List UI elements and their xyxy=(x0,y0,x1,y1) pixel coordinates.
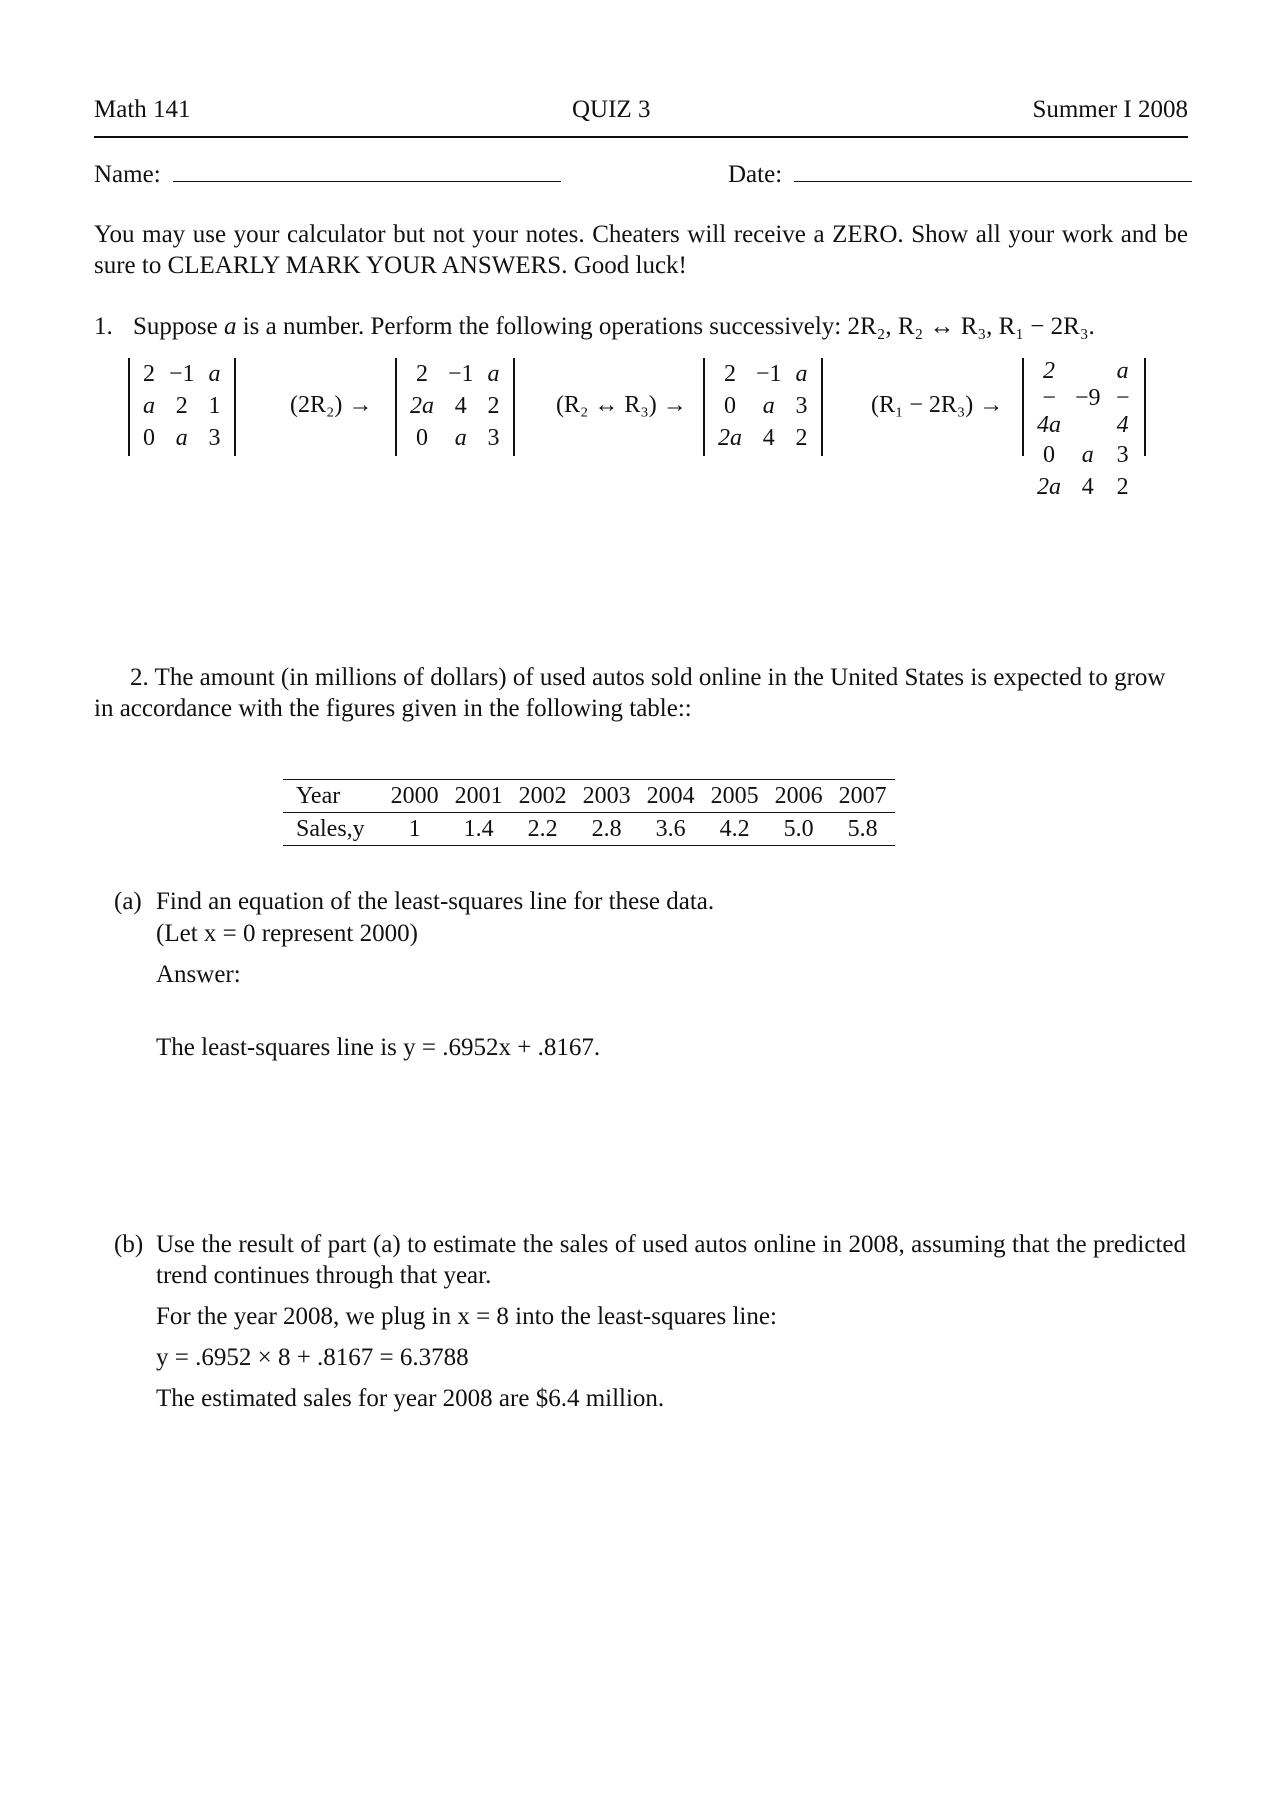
row-label-sales: Sales,y xyxy=(296,815,365,842)
part-a-question: Find an equation of the least-squares line for these data. xyxy=(156,888,715,915)
table-cell: 2007 xyxy=(831,780,895,813)
part-b-line-1: For the year 2008, we plug in x = 8 into the least-squares line: xyxy=(156,1303,777,1330)
table-cell: 1.4 xyxy=(463,815,494,842)
table-cell: 2005 xyxy=(703,780,767,813)
table-cell: 3.6 xyxy=(655,815,686,842)
part-a-answer: The least-squares line is y = .6952x + .8167. xyxy=(156,1034,601,1061)
operation-3: (R₁ − 2R₃) → xyxy=(871,392,1004,418)
matrix-1: 2 −1 a 2a 4 2 0 a 3 xyxy=(395,358,515,456)
operation-2: (R₂ ↔ R₃) → xyxy=(556,392,687,418)
operation-1: (2R₂) → xyxy=(290,392,373,418)
table-row xyxy=(283,780,895,813)
part-b-line-3: The estimated sales for year 2008 are $6.4 million. xyxy=(156,1385,665,1412)
table-cell: 2002 xyxy=(511,780,575,813)
question-1 xyxy=(94,313,1095,341)
table-row xyxy=(283,813,895,846)
q1-text-post: is a number. Perform the following operations successively: xyxy=(236,313,848,340)
table-cell: 2006 xyxy=(767,780,831,813)
table-cell: 2.2 xyxy=(527,815,558,842)
table-cell: 5.0 xyxy=(783,815,814,842)
matrix-3: 2 − 4a −9 a − 4 0 a 3 2a 4 2 xyxy=(1022,358,1146,456)
answer-label: Answer: xyxy=(156,961,241,988)
page-header xyxy=(94,96,1188,138)
course-label: Math 141 xyxy=(94,96,191,123)
question-2-text: 2. The amount (in millions of dollars) of used autos sold online in the United States is expected to grow in accordance with the figures given in the following table:: xyxy=(94,664,1166,722)
table-cell: 4.2 xyxy=(719,815,750,842)
name-field xyxy=(94,159,561,189)
date-field xyxy=(728,159,1192,189)
row-label-year: Year xyxy=(283,780,383,813)
table-cell: 2001 xyxy=(447,780,511,813)
instructions: You may use your calculator but not your notes. Cheaters will receive a ZERO. Show all your work and be sure to CLEARLY MARK YOUR ANSWERS. Good luck! xyxy=(94,221,1188,279)
table-cell: 1 xyxy=(408,815,421,842)
q1-text-pre: Suppose xyxy=(133,313,224,340)
term-label: Summer I 2008 xyxy=(1032,96,1188,123)
matrix-0: 2 −1 a a 2 1 0 a 3 xyxy=(128,358,236,456)
date-label: Date: xyxy=(728,161,783,188)
part-b-label: (b) xyxy=(114,1231,144,1258)
part-a-label: (a) xyxy=(114,888,142,915)
q1-number: 1. xyxy=(94,313,113,340)
table-cell: 2.8 xyxy=(591,815,622,842)
date-blank-line[interactable] xyxy=(794,159,1192,182)
q1-ops: 2R₂, R₂ ↔ R₃, R₁ − 2R₃. xyxy=(847,313,1095,340)
quiz-title: QUIZ 3 xyxy=(572,96,651,123)
table-cell: 5.8 xyxy=(847,815,878,842)
part-a-hint: (Let x = 0 represent 2000) xyxy=(156,920,418,947)
part-b xyxy=(114,1229,1186,1414)
table-cell: 2004 xyxy=(639,780,703,813)
part-a xyxy=(114,886,1184,1064)
name-blank-line[interactable] xyxy=(173,159,561,182)
table-cell: 2003 xyxy=(575,780,639,813)
name-label: Name: xyxy=(94,161,161,188)
part-b-question: Use the result of part (a) to estimate the sales of used autos online in 2008, assuming that the predicted trend continues through that year. xyxy=(156,1231,1186,1289)
sales-table xyxy=(283,779,895,846)
table-cell: 2000 xyxy=(383,780,447,813)
q1-var: a xyxy=(223,313,237,340)
part-b-line-2: y = .6952 × 8 + .8167 = 6.3788 xyxy=(156,1344,469,1371)
matrix-2: 2 −1 a 0 a 3 2a 4 2 xyxy=(703,358,823,456)
